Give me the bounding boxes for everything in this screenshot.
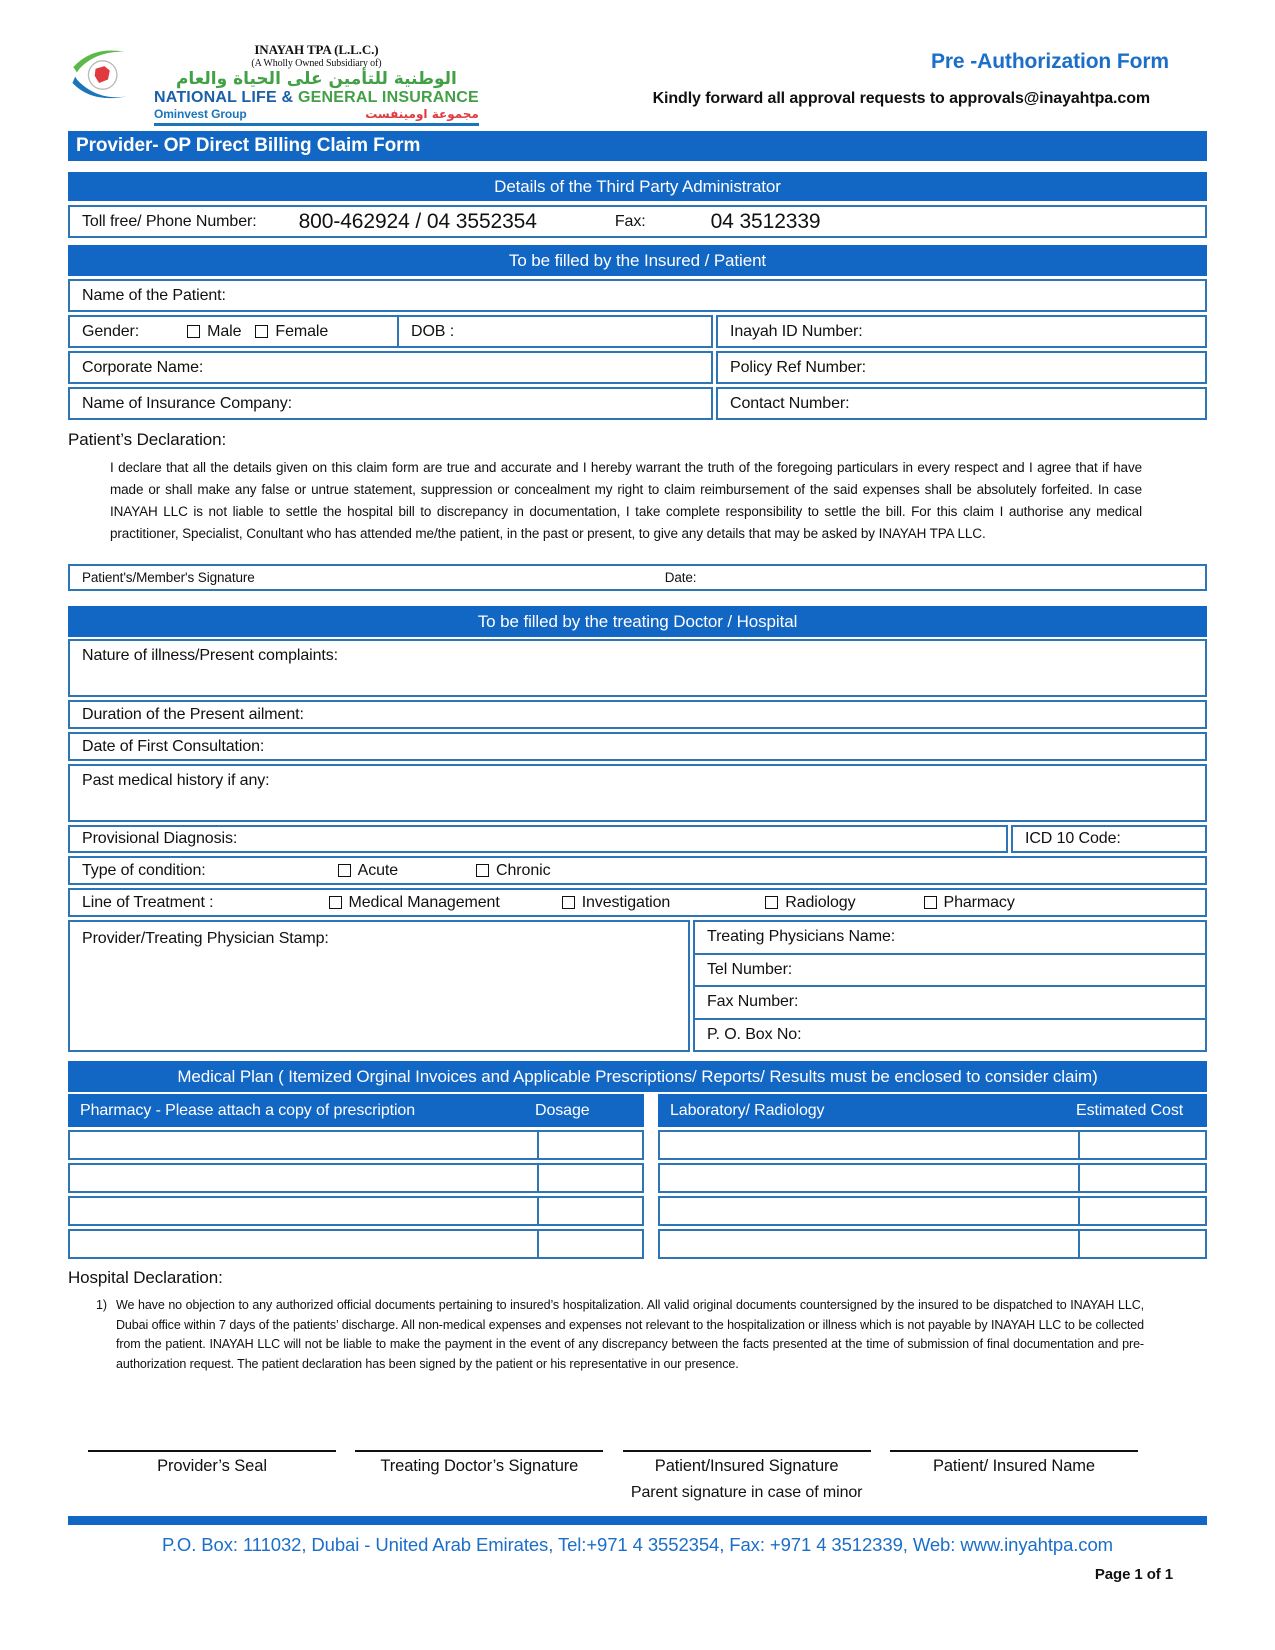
date-label: Date:	[664, 570, 697, 585]
tpa-section-header: Details of the Third Party Administrator	[68, 172, 1207, 201]
medical-management-checkbox[interactable]	[329, 896, 342, 909]
logo-english-name	[154, 89, 479, 107]
tpa-contact-row	[68, 205, 1207, 238]
duration-label: Duration of the Present ailment:	[82, 705, 304, 723]
diagnosis-row	[68, 825, 1207, 853]
insurance-company-cell	[68, 387, 713, 420]
nature-of-illness-field[interactable]	[338, 647, 1193, 695]
patient-signature-row	[68, 564, 1207, 591]
pharmacy-table	[68, 1094, 644, 1259]
logo-subsidiary-note: (A Wholly Owned Subsidiary of)	[251, 58, 382, 69]
hands-globe-icon	[68, 42, 148, 108]
female-label: Female	[275, 322, 329, 340]
corporate-policy-row	[68, 351, 1207, 384]
physician-tel-label: Tel Number:	[707, 960, 793, 978]
signature-line[interactable]	[890, 1450, 1138, 1452]
patient-name-field[interactable]	[226, 281, 1193, 310]
patient-name-row	[68, 279, 1207, 312]
logo-group-arabic: مجموعة اومينفست	[365, 107, 479, 121]
laboratory-item-field[interactable]	[660, 1198, 1078, 1224]
condition-type-row	[68, 856, 1207, 885]
provisional-diagnosis-field[interactable]	[237, 827, 994, 851]
insurance-contact-row	[68, 387, 1207, 420]
medical-plan-header: Medical Plan ( Itemized Orginal Invoices and Applicable Prescriptions/ Reports/ Results must be enclosed to consider claim)	[68, 1061, 1207, 1092]
radiology-checkbox[interactable]	[765, 896, 778, 909]
minor-signature-note: Parent signature in case of minor	[630, 1484, 863, 1501]
pharmacy-item-field[interactable]	[70, 1231, 537, 1257]
pharmacy-item-field[interactable]	[70, 1165, 537, 1191]
gender-dob-id-row	[68, 315, 1207, 348]
physician-stamp-cell[interactable]	[68, 920, 690, 1052]
policy-ref-field[interactable]	[866, 353, 1193, 382]
estimated-cost-field[interactable]	[1078, 1231, 1205, 1257]
policy-ref-cell	[716, 351, 1207, 384]
form-type-title: Pre -Authorization Form	[930, 50, 1169, 73]
logo-english-name-part2: GENERAL INSURANCE	[297, 89, 479, 106]
hospital-declaration-text: We have no objection to any authorized official documents pertaining to insured’s hospitalization. All valid original documents countersigned by the insured to be dispatched to INAYAH LLC, Dubai office within 7 days of the patients’ discharge. All non-medical expenses and expenses not relevant to the hospitalization or illness which is not payable by INAYAH LLC to be collected from the patient. INAYAH LLC will not be liable to make the payment in the event of any discrepancy between the facts presented at the time of submission of final documentation and pre-authorization request. The patient declaration has been signed by the patient or his representative in our presence.	[116, 1298, 1144, 1371]
hospital-declaration-number: 1)	[96, 1298, 107, 1312]
signature-line[interactable]	[623, 1450, 871, 1452]
medical-plan-tables	[68, 1094, 1207, 1259]
duration-row	[68, 700, 1207, 729]
corporate-label: Corporate Name:	[82, 358, 204, 376]
provisional-diagnosis-cell	[68, 825, 1008, 853]
icd-label: ICD 10 Code:	[1025, 830, 1121, 847]
pharmacy-table-header	[68, 1094, 644, 1127]
patient-name-label: Name of the Patient:	[82, 286, 226, 304]
date-field[interactable]	[696, 566, 1193, 589]
doctor-section-header: To be filled by the treating Doctor / Hospital	[68, 606, 1207, 637]
nature-of-illness-label: Nature of illness/Present complaints:	[82, 647, 338, 664]
tollfree-label: Toll free/ Phone Number:	[82, 212, 257, 230]
physician-stamp-label: Provider/Treating Physician Stamp:	[82, 930, 329, 947]
physician-pobox-label: P. O. Box No:	[707, 1025, 802, 1043]
patient-declaration-heading: Patient’s Declaration:	[68, 430, 227, 449]
tpa-fax-label: Fax:	[614, 212, 646, 230]
signature-line[interactable]	[355, 1450, 603, 1452]
signature-block	[68, 1450, 1207, 1502]
claim-form-title-bar: Provider- OP Direct Billing Claim Form	[68, 131, 1207, 161]
physician-pobox-field[interactable]	[801, 1020, 1193, 1051]
footer-divider-bar	[68, 1516, 1207, 1525]
investigation-checkbox[interactable]	[562, 896, 575, 909]
inayah-id-cell	[716, 315, 1207, 348]
hospital-declaration-item	[96, 1296, 1144, 1374]
dob-label: DOB :	[411, 322, 455, 340]
pharmacy-label: Pharmacy	[943, 893, 1015, 911]
dosage-field[interactable]	[537, 1198, 642, 1224]
physician-fax-field[interactable]	[798, 987, 1193, 1018]
acute-checkbox[interactable]	[338, 864, 351, 877]
physician-name-label: Treating Physicians Name:	[707, 928, 896, 946]
provider-seal-label: Provider’s Seal	[157, 1457, 267, 1475]
medical-management-label: Medical Management	[348, 893, 500, 911]
treating-doctor-signature-label: Treating Doctor’s Signature	[380, 1457, 579, 1475]
estimated-cost-field[interactable]	[1078, 1165, 1205, 1191]
logo-english-name-part1: NATIONAL LIFE &	[154, 89, 298, 106]
laboratory-item-field[interactable]	[660, 1231, 1078, 1257]
stamp-block	[68, 920, 1207, 1052]
logo-group-row	[154, 107, 479, 126]
laboratory-item-field[interactable]	[660, 1132, 1078, 1158]
laboratory-row	[658, 1163, 1207, 1193]
company-logo	[68, 42, 479, 126]
icd-field[interactable]	[1121, 827, 1193, 851]
patient-insured-signature-label: Patient/Insured Signature	[654, 1457, 839, 1475]
first-consultation-row	[68, 732, 1207, 761]
gender-label: Gender:	[82, 322, 140, 340]
corporate-cell	[68, 351, 713, 384]
corporate-field[interactable]	[203, 353, 699, 382]
laboratory-table-header	[658, 1094, 1207, 1127]
logo-arabic-name: الوطنية للتأمين على الحياة والعام	[175, 69, 457, 89]
first-consultation-field[interactable]	[264, 734, 1193, 759]
footer-address: P.O. Box: 111032, Dubai - United Arab Emirates, Tel:+971 4 3552354, Fax: +971 4 3512339, Web: www.inyahtpa.com	[162, 1534, 1113, 1555]
duration-field[interactable]	[304, 702, 1193, 727]
provisional-diagnosis-label: Provisional Diagnosis:	[82, 830, 238, 847]
laboratory-row	[658, 1130, 1207, 1160]
treating-doctor-signature	[355, 1450, 603, 1502]
pharmacy-item-field[interactable]	[70, 1198, 537, 1224]
patient-insured-signature	[623, 1450, 871, 1502]
signature-line[interactable]	[88, 1450, 336, 1452]
pharmacy-row	[68, 1196, 644, 1226]
hospital-declaration-heading: Hospital Declaration:	[68, 1268, 223, 1287]
dob-field[interactable]	[454, 317, 699, 346]
patient-insured-name	[890, 1450, 1138, 1502]
laboratory-item-field[interactable]	[660, 1165, 1078, 1191]
male-label: Male	[207, 322, 242, 340]
past-history-label: Past medical history if any:	[82, 772, 270, 789]
pharmacy-item-field[interactable]	[70, 1132, 537, 1158]
past-history-row	[68, 764, 1207, 822]
inayah-id-label: Inayah ID Number:	[730, 322, 863, 340]
physician-tel-row	[695, 953, 1205, 986]
forward-note: Kindly forward all approval requests to approvals@inayahtpa.com	[652, 90, 1150, 107]
policy-ref-label: Policy Ref Number:	[730, 358, 867, 376]
provider-seal-signature	[88, 1450, 336, 1502]
pharmacy-checkbox[interactable]	[924, 896, 937, 909]
tollfree-value: 800-462924 / 04 3552354	[298, 209, 537, 233]
pharmacy-row	[68, 1130, 644, 1160]
laboratory-row	[658, 1196, 1207, 1226]
patient-insured-name-label: Patient/ Insured Name	[932, 1457, 1096, 1475]
physician-name-row	[695, 922, 1205, 953]
chronic-checkbox[interactable]	[476, 864, 489, 877]
line-of-treatment-row	[68, 888, 1207, 917]
physician-tel-field[interactable]	[792, 955, 1193, 986]
gender-dob-cell	[68, 315, 713, 348]
dosage-field[interactable]	[537, 1231, 642, 1257]
insurance-company-label: Name of Insurance Company:	[82, 394, 292, 412]
physician-pobox-row	[695, 1018, 1205, 1051]
pharmacy-column-header: Pharmacy - Please attach a copy of prescription	[80, 1101, 416, 1119]
page-number: Page 1 of 1	[1094, 1566, 1173, 1583]
first-consultation-label: Date of First Consultation:	[82, 737, 265, 755]
estimated-cost-field[interactable]	[1078, 1132, 1205, 1158]
chronic-label: Chronic	[496, 861, 551, 879]
tpa-fax-value: 04 3512339	[710, 209, 821, 233]
icd-cell	[1011, 825, 1207, 853]
laboratory-table	[658, 1094, 1207, 1259]
physician-fax-row	[695, 985, 1205, 1018]
line-of-treatment-label: Line of Treatment :	[82, 893, 214, 911]
nature-of-illness-row	[68, 639, 1207, 697]
contact-number-label: Contact Number:	[730, 394, 850, 412]
logo-group-name: Ominvest Group	[154, 107, 247, 121]
pharmacy-row	[68, 1163, 644, 1193]
investigation-label: Investigation	[581, 893, 671, 911]
gender-cell	[70, 317, 397, 346]
laboratory-column-header: Laboratory/ Radiology	[670, 1101, 825, 1119]
header-right	[653, 42, 1207, 126]
dosage-field[interactable]	[537, 1165, 642, 1191]
acute-label: Acute	[357, 861, 399, 879]
insurance-company-field[interactable]	[292, 389, 699, 418]
estimated-cost-column-header: Estimated Cost	[1076, 1101, 1184, 1119]
logo-company-name: INAYAH TPA (L.L.C.)	[254, 42, 379, 57]
female-checkbox[interactable]	[255, 325, 268, 338]
patient-signature-label: Patient's/Member's Signature	[82, 570, 255, 585]
inayah-id-field[interactable]	[863, 317, 1193, 346]
physician-details-cell	[693, 920, 1207, 1052]
insured-section-header: To be filled by the Insured / Patient	[68, 245, 1207, 276]
patient-declaration-text: I declare that all the details given on this claim form are true and accurate and I hereby warrant the truth of the foregoing particulars in every respect and I agree that if have made or shall make any false or untrue statement, suppression or concealment my right to claim reimbursement of the said expenses shall be absolutely forfeited. In case INAYAH LLC is not liable to settle the hospital bill to discrepancy in documentation, I take complete responsibility to settle the bill. For this claim I authorise any medical practitioner, Specialist, Conultant who has attended me/the patient, in the past or present, to give any details that may be asked by INAYAH TPA LLC.	[110, 460, 1142, 541]
laboratory-row	[658, 1229, 1207, 1259]
condition-type-label: Type of condition:	[82, 861, 206, 879]
physician-name-field[interactable]	[895, 922, 1193, 953]
contact-number-field[interactable]	[849, 389, 1193, 418]
header	[68, 42, 1207, 126]
dob-cell	[397, 317, 711, 346]
physician-fax-label: Fax Number:	[707, 993, 799, 1011]
pharmacy-row	[68, 1229, 644, 1259]
dosage-column-header: Dosage	[535, 1101, 590, 1119]
past-history-field[interactable]	[270, 772, 1194, 820]
contact-number-cell	[716, 387, 1207, 420]
dosage-field[interactable]	[537, 1132, 642, 1158]
estimated-cost-field[interactable]	[1078, 1198, 1205, 1224]
radiology-label: Radiology	[785, 893, 856, 911]
logo-text	[154, 42, 479, 126]
male-checkbox[interactable]	[187, 325, 200, 338]
